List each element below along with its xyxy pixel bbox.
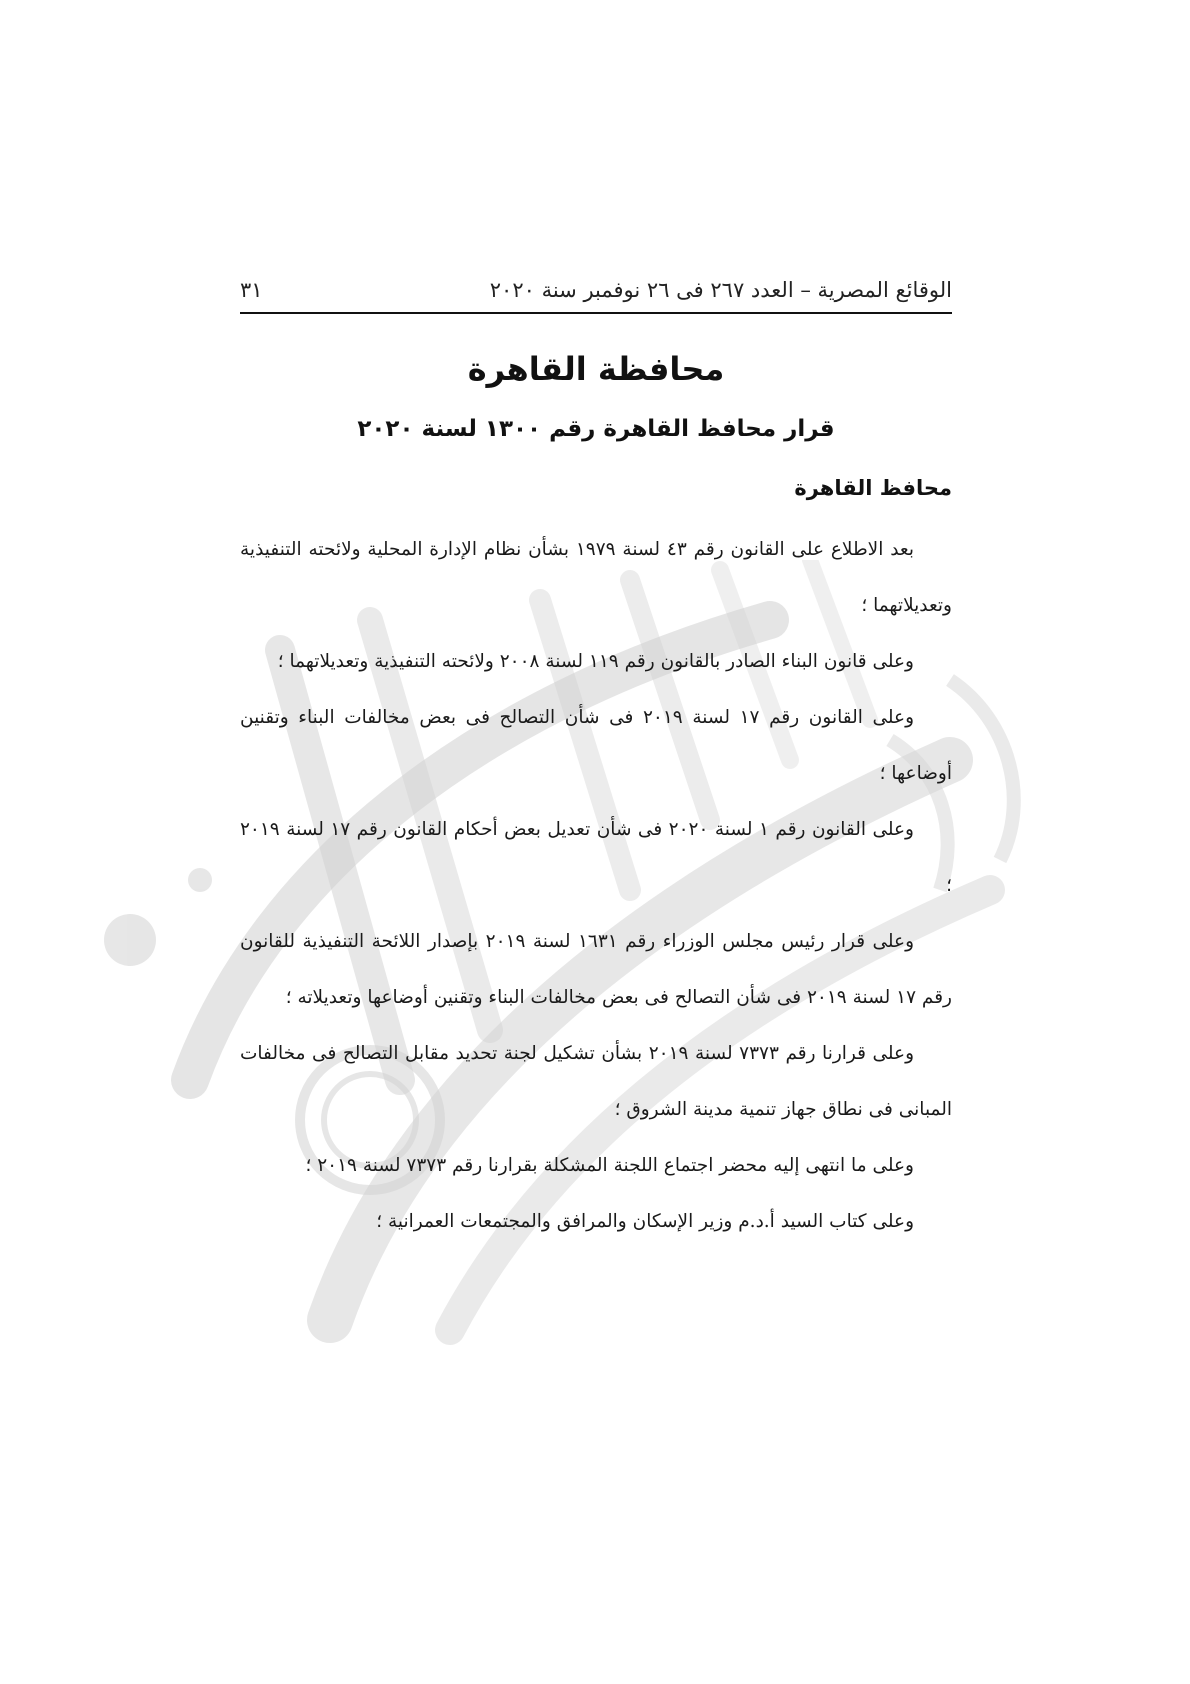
decree-title: قرار محافظ القاهرة رقم ١٣٠٠ لسنة ٢٠٢٠	[357, 416, 835, 442]
paragraph: وعلى ما انتهى إليه محضر اجتماع اللجنة المشكلة بقرارنا رقم ٧٣٧٣ لسنة ٢٠١٩ ؛	[305, 1155, 914, 1176]
paragraph: وعلى كتاب السيد أ.د.م وزير الإسكان والمرافق والمجتمعات العمرانية ؛	[376, 1211, 914, 1232]
paragraph: وعلى قانون البناء الصادر بالقانون رقم ١١٩ لسنة ٢٠٠٨ ولائحته التنفيذية وتعديلاتهما ؛	[277, 651, 914, 672]
paragraph: وعلى قرارنا رقم ٧٣٧٣ لسنة ٢٠١٩ بشأن تشكيل لجنة تحديد مقابل التصالح فى مخالفات المبانى فى نطاق جهاز تنمية مدينة الشروق ؛	[240, 1043, 952, 1120]
running-title: الوقائع المصرية – العدد ٢٦٧ فى ٢٦ نوفمبر سنة ٢٠٢٠	[489, 278, 952, 302]
paragraph: وعلى القانون رقم ١٧ لسنة ٢٠١٩ فى شأن التصالح فى بعض مخالفات البناء وتقنين أوضاعها ؛	[240, 707, 952, 784]
addressee: محافظ القاهرة	[794, 476, 952, 500]
paragraph: وعلى القانون رقم ١ لسنة ٢٠٢٠ فى شأن تعديل بعض أحكام القانون رقم ١٧ لسنة ٢٠١٩ ؛	[240, 819, 952, 896]
document-content	[240, 262, 952, 1250]
decree-preamble	[240, 522, 952, 1250]
page-title: محافظة القاهرة	[467, 350, 725, 388]
paragraph: وعلى قرار رئيس مجلس الوزراء رقم ١٦٣١ لسنة ٢٠١٩ بإصدار اللائحة التنفيذية للقانون رقم ١٧ لسنة ٢٠١٩ فى شأن التصالح فى بعض مخالفات البناء وتقنين أوضاعها وتعديلاته ؛	[240, 931, 952, 1008]
page-number: ٣١	[240, 278, 263, 302]
paragraph: بعد الاطلاع على القانون رقم ٤٣ لسنة ١٩٧٩ بشأن نظام الإدارة المحلية ولائحته التنفيذية وتعديلاتهما ؛	[240, 539, 952, 616]
running-header	[240, 262, 952, 302]
header-rule	[240, 312, 952, 314]
